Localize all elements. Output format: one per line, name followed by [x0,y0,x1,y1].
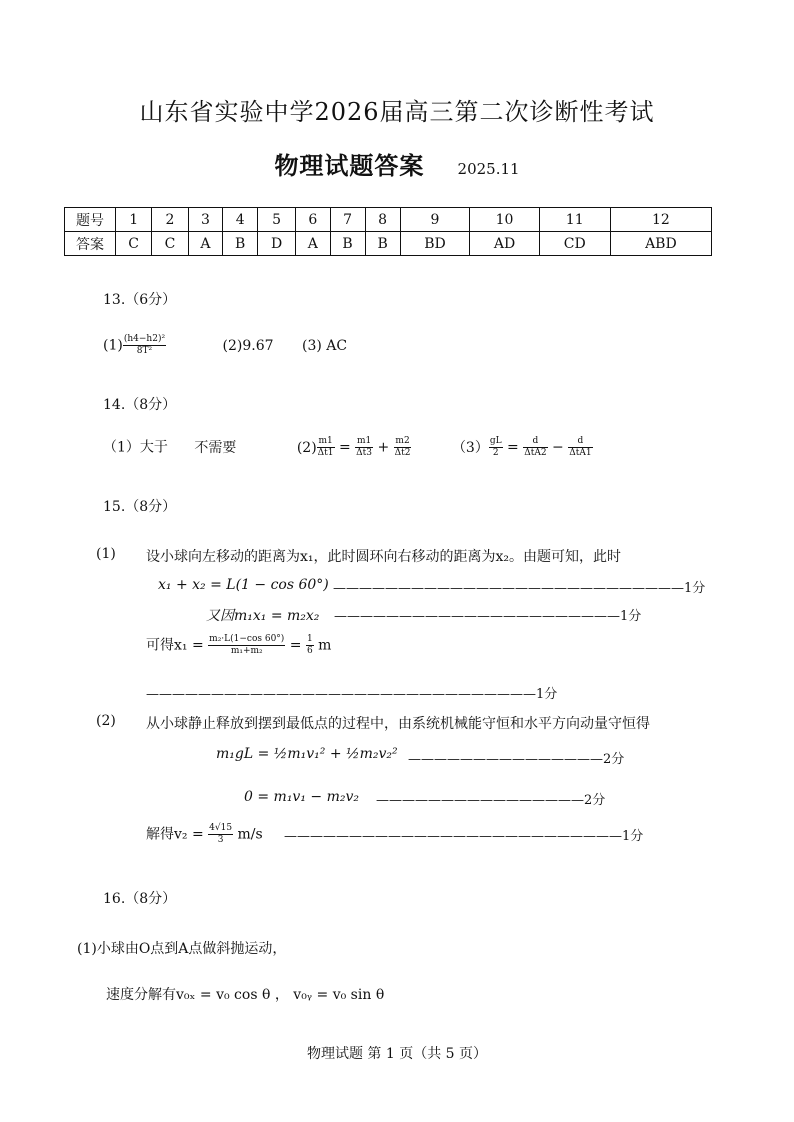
answer-table-number-row [65,208,712,232]
unit: m/s [237,826,263,843]
table-cell: 12 [610,208,711,232]
table-cell: ABD [610,232,711,256]
table-cell: A [296,232,330,256]
q15-eq2: 又因m₁x₁ = m₂x₂ [206,608,320,624]
q16-p1-text: (1)小球由O点到A点做斜抛运动， [77,941,287,957]
q14-p3-label: （3） [451,439,489,456]
q14-p3-frac1 [489,436,503,459]
table-cell: 1 [116,208,152,232]
table-cell: 2 [152,208,188,232]
frac-num: m1 [356,436,372,446]
table-cell: 5 [258,208,296,232]
q14-p2-frac3 [394,436,412,459]
equals-sign: = [289,637,302,654]
frac-den: ΔtA2 [524,448,547,458]
q14-p2-frac2 [355,436,373,459]
row-label-answer: 答案 [65,232,116,256]
q15-eq3-frac [208,634,285,657]
q14-heading: 14.（8分） [103,397,177,413]
q15-eq3-score: ——————————————————————————————1分 [146,687,558,702]
table-cell: AD [470,232,539,256]
frac-den: Δt2 [394,448,411,458]
q13-p1-label: (1) [103,337,123,354]
q15-eq6-frac [208,823,233,846]
frac-den: ΔtA1 [569,448,592,458]
frac-num: m2 [395,436,410,446]
q16-heading: 16.（8分） [103,891,177,907]
q14-answers: （1）大于 不需要 (2) $\frac{m1}{\Delta t1}$ = $\frac{m1}{\Delta t3}$ + $\frac{m2}{\Delta t2}$ （3） $\frac{gL}{2}$ = $\frac{d}{\text{ΔtA2}}$ − $\frac{d}{\text{ΔtA1}}$ [103,436,592,458]
q15-heading: 15.（8分） [103,499,177,515]
frac-den: 3 [217,835,224,845]
table-cell: 7 [330,208,365,232]
frac-num: 4√15 [209,823,233,833]
table-cell: C [152,232,188,256]
q14-p2-frac1 [317,436,335,459]
table-cell: B [330,232,365,256]
table-cell: A [188,232,222,256]
frac-num: m1 [318,436,333,446]
q15-p2-label: (2) [96,713,116,729]
q15-eq3 [146,634,331,657]
subtitle-row [0,146,794,181]
q13-answers [103,334,347,357]
frac-den: Δt3 [356,448,372,458]
table-cell: 4 [223,208,258,232]
q14-p2-label: (2) [296,439,317,456]
q15-eq5-score: ————————————————2分 [376,793,606,808]
table-cell: C [116,232,152,256]
q16-p1-eq: 速度分解有v₀ₓ = v₀ cos θ ， v₀ᵧ = v₀ sin θ [106,987,385,1003]
table-cell: D [258,232,296,256]
frac-den: Δt1 [317,448,334,458]
q15-eq6-score: ——————————————————————————1分 [284,829,644,844]
q15-eq1-score: ———————————————————————————1分 [333,581,706,596]
page-title: 山东省实验中学2026届高三第二次诊断性考试 [139,98,655,126]
q13-p3: (3) AC [301,337,348,354]
q15-eq6-prefix: 解得v₂ = [146,826,204,843]
frac-num: m₂·L(1−cos 60°) [209,634,285,644]
q14-p1b: 不需要 [194,439,237,456]
q15-eq4: m₁gL = ½m₁v₁² + ½m₂v₂² [216,746,398,762]
subtitle: 物理试题答案 [274,151,425,180]
q15-p1-label: (1) [96,546,116,562]
table-cell: B [365,232,400,256]
table-cell: 10 [470,208,539,232]
table-cell: 11 [539,208,610,232]
answer-table [64,207,712,256]
q15-eq4-score: ———————————————2分 [408,752,625,767]
q14-p3-frac2 [523,436,547,459]
q15-p2-text: 从小球静止释放到摆到最低点的过程中，由系统机械能守恒和水平方向动量守恒得 [146,716,650,732]
q13-p2: (2)9.67 [222,337,274,354]
unit: m [318,637,332,654]
q13-p1-num: (h4−h2)² [123,334,166,344]
page-footer: 物理试题 第 1 页（共 5 页） [306,1046,488,1062]
table-cell: BD [400,232,470,256]
q15-eq6 [146,823,263,846]
answer-table-answer-row [65,232,712,256]
q13-p1-fraction [123,334,166,357]
q15-eq2-score: ——————————————————————1分 [334,609,642,624]
frac-num: d [523,436,547,448]
q15-eq1: x₁ + x₂ = L(1 − cos 60°) [158,577,329,593]
table-cell: 3 [188,208,222,232]
frac-den: 2 [492,448,499,458]
q13-p1-den: 8T² [136,346,153,356]
table-cell: 8 [365,208,400,232]
table-cell: 6 [296,208,330,232]
q14-p1: （1）大于 [103,439,168,456]
table-cell: B [223,232,258,256]
q13-heading: 13.（6分） [103,292,177,308]
frac-den: m₁+m₂ [230,646,263,656]
frac-num: 1 [306,634,313,644]
q14-p3-frac3 [568,436,592,459]
q15-eq5: 0 = m₁v₁ − m₂v₂ [244,789,359,805]
table-cell: CD [539,232,610,256]
frac-num: d [568,436,592,448]
table-cell: 9 [400,208,470,232]
q15-eq3-frac2 [306,634,314,657]
frac-den: 6 [306,646,313,656]
frac-num: gL [489,436,502,446]
q15-p1-text: 设小球向左移动的距离为x₁，此时圆环向右移动的距离为x₂。由题可知，此时 [146,549,622,565]
exam-date: 2025.11 [457,160,520,178]
q15-eq3-prefix: 可得x₁ = [146,637,204,654]
row-label-number: 题号 [65,208,116,232]
